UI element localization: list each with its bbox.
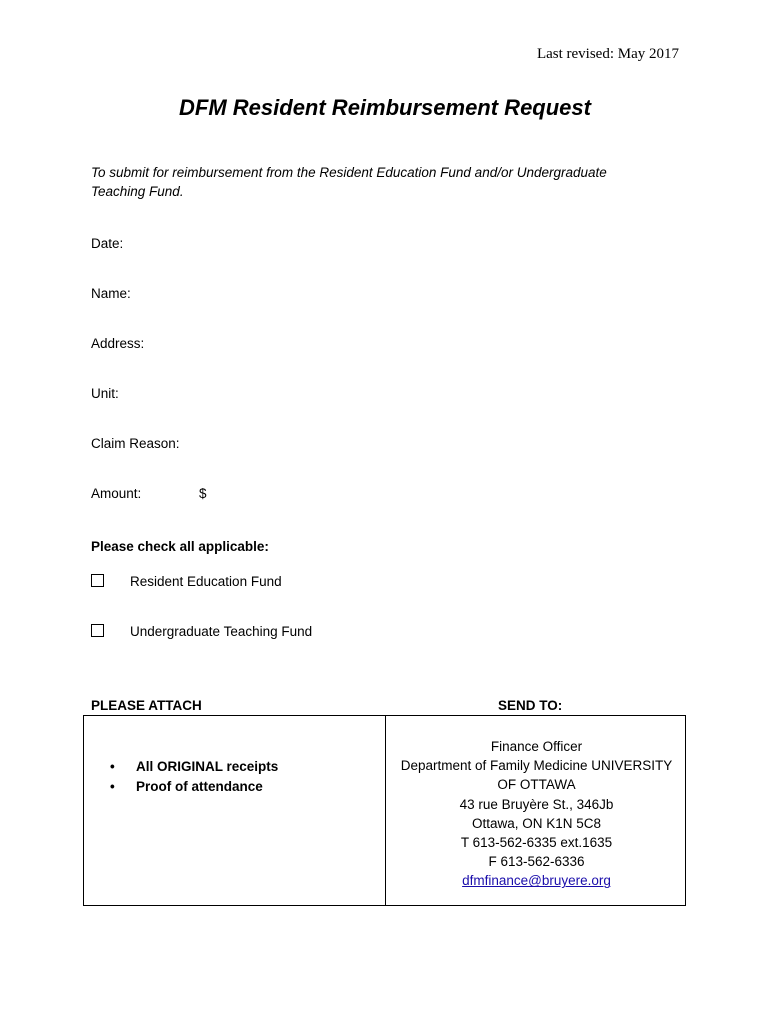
last-revised: Last revised: May 2017 <box>536 46 679 62</box>
list-item <box>110 777 278 797</box>
checkbox-undergraduate-teaching-fund[interactable] <box>91 624 104 637</box>
intro-line-1: To submit for reimbursement from the Resident Education Fund and/or Undergraduate <box>91 165 607 180</box>
bullet-icon: • <box>110 779 115 794</box>
fax-line: F 613-562-6336 <box>488 854 585 870</box>
amount-currency-symbol: $ <box>199 486 207 501</box>
list-item <box>110 757 278 777</box>
address-field-label: Address: <box>91 336 145 351</box>
checkbox-row-resident-education-fund[interactable] <box>91 574 282 589</box>
email-link[interactable]: dfmfinance@bruyere.org <box>462 873 611 889</box>
amount-field-label: Amount: <box>91 486 142 501</box>
checkbox-label: Undergraduate Teaching Fund <box>130 624 313 639</box>
intro-text <box>91 163 651 201</box>
attach-list <box>110 757 278 797</box>
checkbox-resident-education-fund[interactable] <box>91 574 104 587</box>
checkbox-label: Resident Education Fund <box>130 574 282 589</box>
page-title: DFM Resident Reimbursement Request <box>179 95 591 120</box>
unit-field-label: Unit: <box>91 386 119 401</box>
phone-line: T 613-562-6335 ext.1635 <box>460 835 613 851</box>
checkbox-row-undergraduate-teaching-fund[interactable] <box>91 624 312 639</box>
address-line: OF OTTAWA <box>497 777 576 793</box>
attach-item-label: All ORIGINAL receipts <box>136 759 279 774</box>
name-field-label: Name: <box>91 286 131 301</box>
please-attach-heading: PLEASE ATTACH <box>91 698 202 713</box>
attach-item-label: Proof of attendance <box>136 779 263 794</box>
checklist-heading: Please check all applicable: <box>91 539 269 554</box>
claim-reason-field-label: Claim Reason: <box>91 436 180 451</box>
address-line: Ottawa, ON K1N 5C8 <box>471 815 602 831</box>
address-line: Finance Officer <box>490 739 583 754</box>
date-field-label: Date: <box>91 236 124 251</box>
address-line: Department of Family Medicine UNIVERSITY <box>400 758 673 774</box>
intro-line-2: Teaching Fund. <box>91 184 184 199</box>
send-to-address-block <box>386 737 687 891</box>
address-line: 43 rue Bruyère St., 346Jb <box>459 796 614 812</box>
bullet-icon: • <box>110 759 115 774</box>
send-to-heading: SEND TO: <box>498 698 563 713</box>
attach-send-table <box>83 715 686 906</box>
